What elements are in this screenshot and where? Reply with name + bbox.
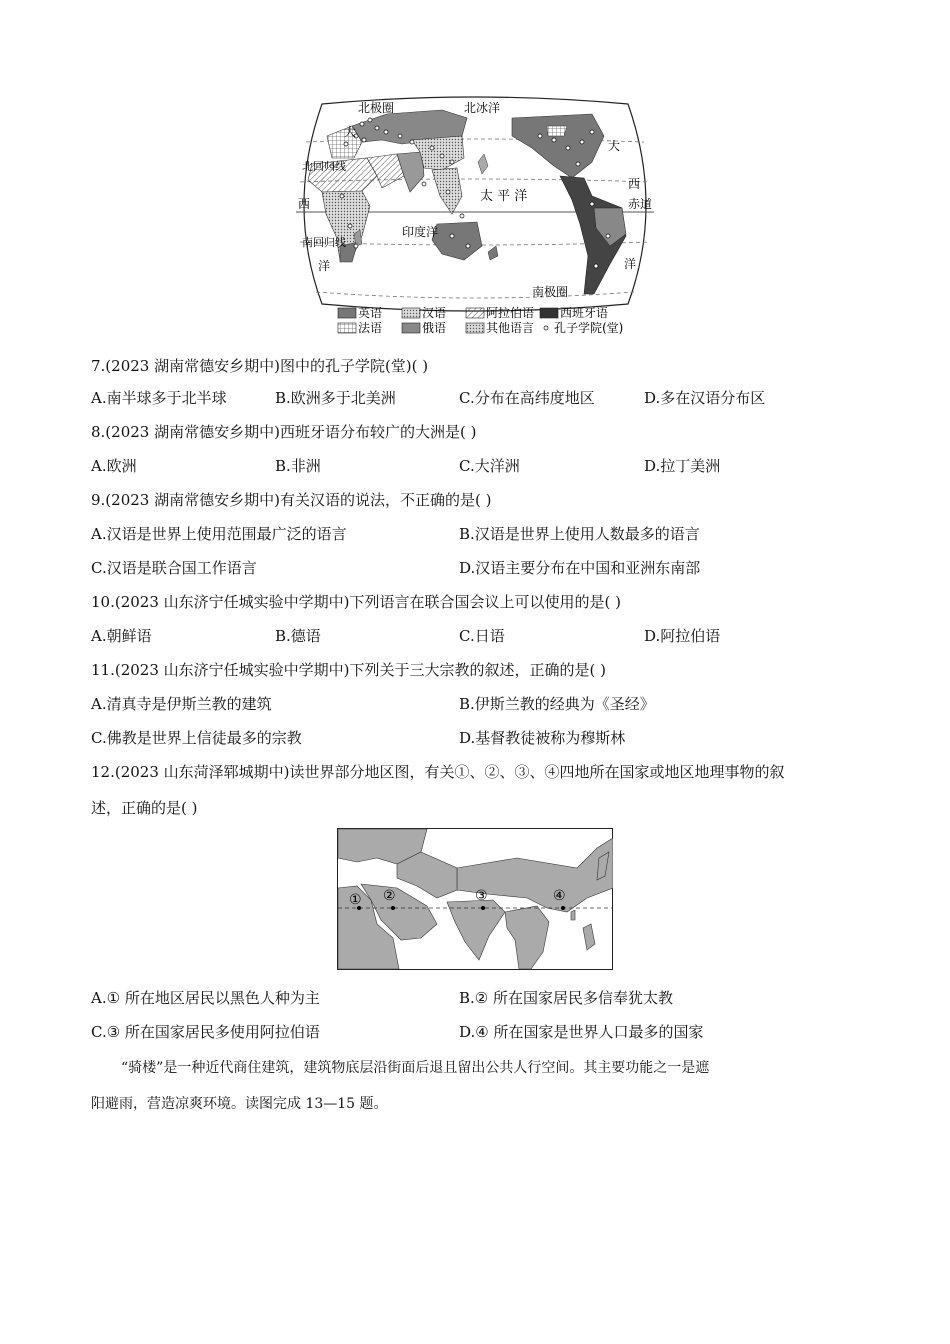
region-canada-french <box>547 126 567 136</box>
svg-text:大: 大 <box>608 139 621 153</box>
q12-option-a: A.① 所在地区居民以黑色人种为主 <box>91 989 320 1007</box>
point-label-4: ④ <box>553 888 566 904</box>
q7-stem: 7.(2023 湖南常德安乡期中)图中的孔子学院(堂)( ) <box>91 357 429 375</box>
svg-text:西班牙语: 西班牙语 <box>560 306 609 320</box>
svg-text:西: 西 <box>628 177 641 191</box>
q12-stem-line2: 述，正确的是( ) <box>91 799 198 817</box>
q11-stem: 11.(2023 山东济宁任城实验中学期中)下列关于三大宗教的叙述，正确的是( ) <box>91 661 606 679</box>
svg-text:太 平 洋: 太 平 洋 <box>480 189 528 204</box>
svg-text:北冰洋: 北冰洋 <box>464 101 501 115</box>
q11-option-a: A.清真寺是伊斯兰教的建筑 <box>91 695 272 713</box>
q10-option-a: A.朝鲜语 <box>91 627 152 645</box>
q9-option-d: D.汉语主要分布在中国和亚洲东南部 <box>459 559 701 577</box>
intro-line2: 阳避雨，营造凉爽环境。读图完成 13—15 题。 <box>91 1096 388 1112</box>
q11-option-b: B.伊斯兰教的经典为《圣经》 <box>459 695 655 713</box>
svg-text:南极圈: 南极圈 <box>532 285 569 299</box>
regional-map <box>337 828 613 970</box>
svg-text:俄语: 俄语 <box>422 321 447 335</box>
point-label-1: ① <box>349 892 362 908</box>
q8-option-b: B.非洲 <box>275 457 321 475</box>
q10-option-c: C.日语 <box>459 627 505 645</box>
q9-option-a: A.汉语是世界上使用范围最广泛的语言 <box>91 525 347 543</box>
q9-option-c: C.汉语是联合国工作语言 <box>91 559 257 577</box>
svg-text:大: 大 <box>344 125 357 139</box>
svg-text:北回归线: 北回归线 <box>302 160 346 173</box>
q9-stem: 9.(2023 湖南常德安乡期中)有关汉语的说法，不正确的是( ) <box>91 491 492 509</box>
q12-option-c: C.③ 所在国家居民多使用阿拉伯语 <box>91 1023 320 1041</box>
land-taiwan <box>571 910 575 920</box>
svg-text:其他语言: 其他语言 <box>486 321 535 335</box>
svg-text:孔子学院(堂): 孔子学院(堂) <box>554 321 624 335</box>
svg-text:汉语: 汉语 <box>422 306 447 320</box>
q7-option-d: D.多在汉语分布区 <box>644 389 766 407</box>
q8-stem: 8.(2023 湖南常德安乡期中)西班牙语分布较广的大洲是( ) <box>91 423 477 441</box>
q8-option-c: C.大洋洲 <box>459 457 520 475</box>
q10-option-b: B.德语 <box>275 627 321 645</box>
intro-line1: “骑楼”是一种近代商住建筑，建筑物底层沿街面后退且留出公共人行空间。其主要功能之一是遮 <box>121 1060 710 1076</box>
q10-stem: 10.(2023 山东济宁任城实验中学期中)下列语言在联合国会议上可以使用的是( ) <box>91 593 621 611</box>
q9-option-b: B.汉语是世界上使用人数最多的语言 <box>459 525 700 543</box>
svg-text:英语: 英语 <box>358 306 383 320</box>
svg-text:西: 西 <box>298 197 311 211</box>
q12-option-d: D.④ 所在国家是世界人口最多的国家 <box>459 1023 704 1041</box>
svg-text:洋: 洋 <box>624 257 637 271</box>
q7-option-a: A.南半球多于北半球 <box>91 389 227 407</box>
q8-option-a: A.欧洲 <box>91 457 137 475</box>
point-label-3: ③ <box>475 888 488 904</box>
svg-text:阿拉伯语: 阿拉伯语 <box>486 306 535 320</box>
q7-option-c: C.分布在高纬度地区 <box>459 389 595 407</box>
svg-text:法语: 法语 <box>358 321 383 335</box>
svg-text:印度洋: 印度洋 <box>402 225 439 239</box>
q11-option-d: D.基督教徒被称为穆斯林 <box>459 729 626 747</box>
svg-text:南回归线: 南回归线 <box>302 236 346 249</box>
world-language-map <box>292 96 658 340</box>
point-label-2: ② <box>383 888 396 904</box>
q11-option-c: C.佛教是世界上信徒最多的宗教 <box>91 729 302 747</box>
q8-option-d: D.拉丁美洲 <box>644 457 721 475</box>
svg-text:洋: 洋 <box>318 259 331 273</box>
q12-stem-line1: 12.(2023 山东菏泽郓城期中)读世界部分地区图，有关①、②、③、④四地所在国家或地区地理事物的叙 <box>91 763 785 781</box>
map-legend <box>338 305 623 335</box>
svg-text:北极圈: 北极圈 <box>358 101 395 115</box>
q7-option-b: B.欧洲多于北美洲 <box>275 389 396 407</box>
q12-option-b: B.② 所在国家居民多信奉犹太教 <box>459 989 674 1007</box>
q10-option-d: D.阿拉伯语 <box>644 627 721 645</box>
svg-text:赤道: 赤道 <box>628 197 653 211</box>
